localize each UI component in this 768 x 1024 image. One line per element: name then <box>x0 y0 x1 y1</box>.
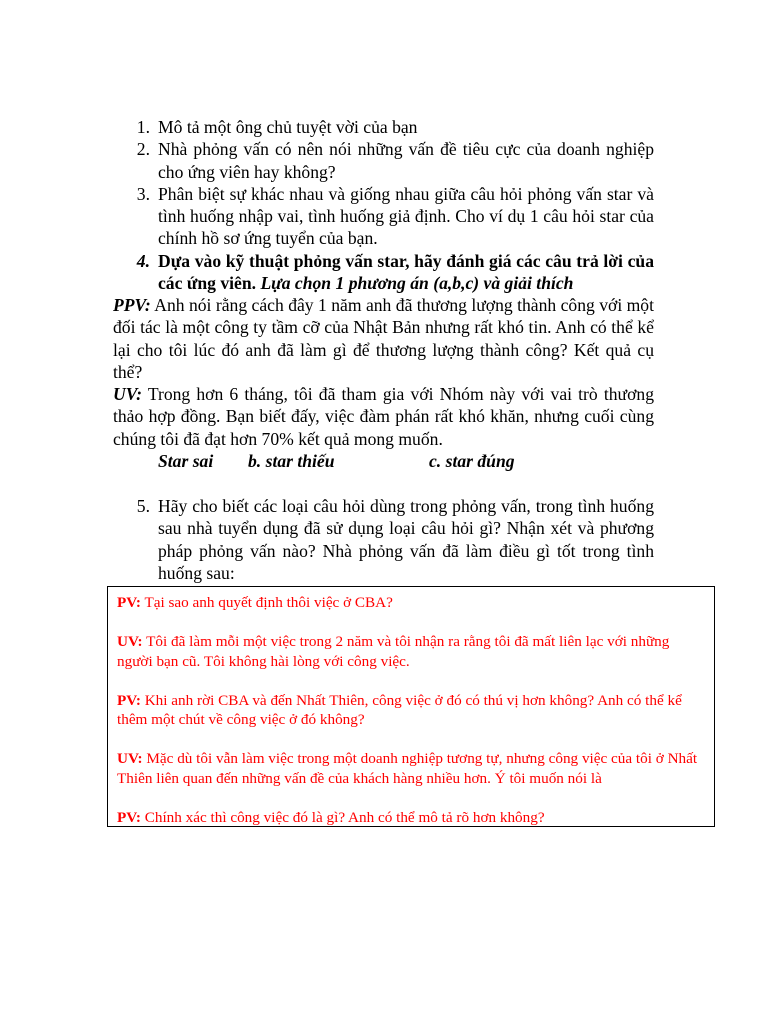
question-text: Mô tả một ông chủ tuyệt vời của bạn <box>158 117 418 137</box>
uv-text: Trong hơn 6 tháng, tôi đã tham gia với Nhóm này với vai trò thương thảo hợp đồng. Bạn biết đấy, việc đàm phán rất khó khăn, nhưng cuối cùng chúng tôi đã đạt hơn 70% kết quả mong muốn. <box>113 384 654 449</box>
speaker-label: PV: <box>117 691 141 709</box>
dialogue-text: Mặc dù tôi vẫn làm việc trong một doanh nghiệp tương tự, nhưng công việc của tôi ở Nhất Thiên liên quan đến những vấn đề của khách hàng nhiều hơn. Ý tôi muốn nói là <box>117 750 698 787</box>
question-text: Hãy cho biết các loại câu hỏi dùng trong phỏng vấn, trong tình huống sau nhà tuyển dụng đã sử dụng loại câu hỏi gì? Nhận xét và phương pháp phỏng vấn nào? Nhà phỏng vấn đã làm điều gì tốt trong tình huống sau: <box>158 496 654 583</box>
choice-b: b. star thiếu <box>248 451 335 471</box>
question-4 <box>113 250 654 295</box>
uv-paragraph <box>113 383 654 450</box>
dialogue-line <box>117 808 705 828</box>
question-number: 1. <box>136 117 150 137</box>
ppv-text: Anh nói rằng cách đây 1 năm anh đã thương lượng thành công với một đối tác là một công ty tầm cỡ của Nhật Bản nhưng rất khó tin. Anh có thể kể lại cho tôi lúc đó anh đã làm gì để thương lượng thành công? Kết quả cụ thể? <box>113 295 654 382</box>
question-text: Phân biệt sự khác nhau và giống nhau giữa câu hỏi phỏng vấn star và tình huống nhập vai, tình huống giả định. Cho ví dụ 1 câu hỏi star của chính hồ sơ ứng tuyển của bạn. <box>158 183 654 249</box>
dialogue-text: Chính xác thì công việc đó là gì? Anh có thể mô tả rõ hơn không? <box>140 808 545 826</box>
question-2 <box>113 138 654 183</box>
uv-label: UV: <box>113 384 142 404</box>
dialogue-text: Tại sao anh quyết định thôi việc ở CBA? <box>140 594 393 611</box>
question-number: 2. <box>136 139 150 160</box>
question-5 <box>113 495 654 584</box>
speaker-label: PV: <box>117 594 141 611</box>
dialogue-line <box>117 691 705 730</box>
question-number: 3. <box>136 183 150 204</box>
dialogue-line <box>117 593 705 613</box>
ppv-label: PPV: <box>113 295 151 315</box>
dialogue-text: Tôi đã làm mỗi một việc trong 2 năm và tôi nhận ra rằng tôi đã mất liên lạc với những người bạn cũ. Tôi không hài lòng với công việc. <box>117 633 670 670</box>
question-list <box>113 116 654 294</box>
ppv-paragraph <box>113 294 654 383</box>
dialogue-line <box>117 749 705 788</box>
speaker-label: UV: <box>117 750 143 767</box>
dialogue-box <box>107 586 715 827</box>
speaker-label: UV: <box>117 633 143 650</box>
choice-c: c. star đúng <box>429 451 515 471</box>
question-number: 5. <box>136 496 150 516</box>
question-text: Nhà phỏng vấn có nên nói những vấn đề tiêu cực của doanh nghiệp cho ứng viên hay không? <box>158 139 654 182</box>
dialogue-text: Khi anh rời CBA và đến Nhất Thiên, công việc ở đó có thú vị hơn không? Anh có thể kể thêm một chút về công việc ở đó không? <box>117 691 682 728</box>
question-3 <box>113 183 654 250</box>
dialogue-line <box>117 632 705 671</box>
question-number: 4. <box>136 250 150 271</box>
question-text-italic: Lựa chọn 1 phương án (a,b,c) và giải thích <box>260 273 574 294</box>
question-5-list <box>113 495 654 584</box>
speaker-label: PV: <box>117 808 141 826</box>
question-text-bold: Dựa vào kỹ thuật phỏng vấn star, hãy đánh giá các câu trả lời của các ứng viên. <box>158 250 654 294</box>
question-1 <box>113 116 654 138</box>
choice-a: Star sai <box>158 451 214 471</box>
